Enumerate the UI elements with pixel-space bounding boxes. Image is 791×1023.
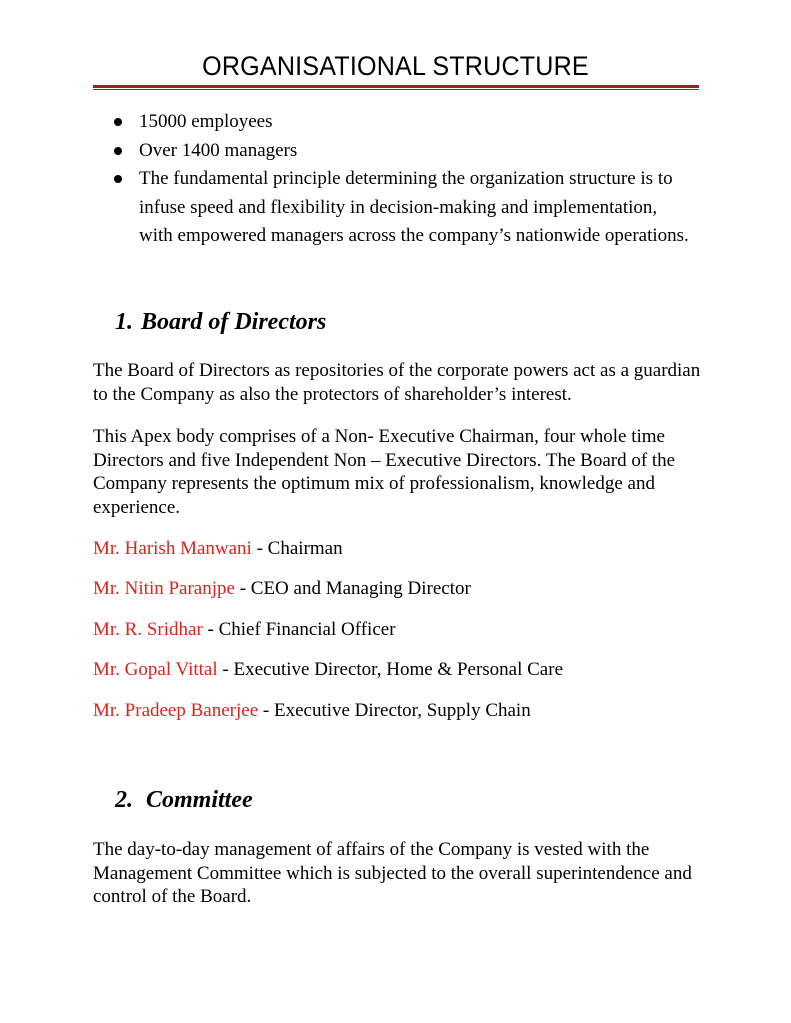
- bullet-text: Over 1400 managers: [139, 139, 298, 161]
- section-heading-board: [115, 307, 326, 337]
- bullet-text: The fundamental principle determining the organization structure is to infuse speed and flexibility in decision-making and implementation, with empowered managers across the company’s nationwide operations.: [139, 168, 689, 246]
- board-member: [93, 658, 733, 682]
- member-name: Mr. Nitin Paranjpe: [93, 578, 235, 599]
- board-member: [93, 699, 733, 723]
- board-member: [93, 577, 733, 601]
- board-paragraph: This Apex body comprises of a Non- Executive Chairman, four whole time Directors and five Independent Non – Executive Directors. The Board of the Company represents the optimum mix of professionalism, knowledge and experience.: [93, 426, 676, 518]
- bullet-item: [93, 108, 693, 137]
- summary-bullet-list: [93, 108, 693, 251]
- section-heading-committee: [115, 785, 253, 815]
- member-role: - CEO and Managing Director: [234, 578, 471, 599]
- section-title: Committee: [146, 787, 253, 813]
- bullet-icon: [114, 175, 122, 183]
- bullet-item: [93, 165, 693, 251]
- member-name: Mr. Gopal Vittal: [93, 659, 218, 680]
- member-role: - Chairman: [251, 538, 343, 559]
- board-paragraph: The Board of Directors as repositories of the corporate powers act as a guardian to the Company as also the protectors of shareholder’s interest.: [93, 360, 701, 405]
- bullet-text: 15000 employees: [139, 111, 273, 132]
- member-name: Mr. Pradeep Banerjee: [93, 700, 259, 721]
- bullet-item: [93, 137, 693, 166]
- member-name: Mr. Harish Manwani: [93, 538, 252, 559]
- section-title: Board of Directors: [141, 309, 327, 335]
- title-underline: [93, 85, 699, 88]
- board-member: [93, 618, 733, 642]
- page-title: ORGANISATIONAL STRUCTURE: [202, 51, 589, 81]
- committee-paragraph: The day-to-day management of affairs of the Company is vested with the Management Committee which is subjected to the overall superintendence and control of the Board.: [93, 839, 692, 907]
- member-role: - Executive Director, Supply Chain: [258, 700, 531, 721]
- bullet-icon: [114, 118, 122, 126]
- section-number: 1.: [115, 309, 133, 335]
- title-underline-thin: [93, 89, 699, 90]
- bullet-icon: [114, 147, 122, 155]
- member-name: Mr. R. Sridhar: [93, 619, 203, 640]
- board-member: [93, 537, 733, 561]
- member-role: - Chief Financial Officer: [202, 619, 396, 640]
- section-number: 2.: [115, 787, 133, 813]
- member-role: - Executive Director, Home & Personal Care: [217, 659, 563, 680]
